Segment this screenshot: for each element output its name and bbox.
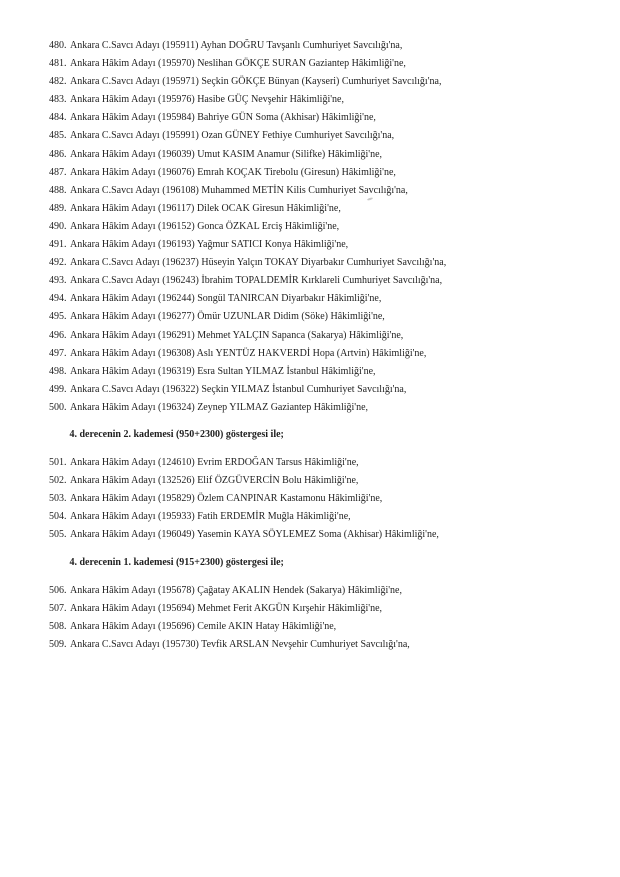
entry-number: 492. (49, 257, 67, 269)
entry-text: Ankara Hâkim Adayı (196193) Yağmur SATICI Konya Hâkimliği'ne, (70, 239, 349, 251)
entry-number: 488. (49, 184, 67, 196)
entry-text: Ankara C.Savcı Adayı (196108) Muhammed METİN Kilis Cumhuriyet Savcılığı'na, (70, 184, 408, 196)
entry-number: 497. (49, 347, 67, 359)
entry-text: Ankara Hâkim Adayı (195933) Fatih ERDEMİR Muğla Hâkimliği'ne, (70, 511, 351, 523)
list-item (49, 454, 590, 472)
entry-number: 483. (49, 94, 67, 106)
list-item (49, 399, 590, 417)
entry-text: Ankara Hâkim Adayı (196049) Yasemin KAYA SÖYLEMEZ Soma (Akhisar) Hâkimliği'ne, (70, 529, 439, 541)
entry-number: 499. (49, 383, 67, 395)
entry-text: Ankara Hâkim Adayı (195678) Çağatay AKALIN Hendek (Sakarya) Hâkimliği'ne, (70, 584, 402, 596)
entry-number: 481. (49, 58, 67, 70)
entry-text: Ankara Hâkim Adayı (196039) Umut KASIM Anamur (Silifke) Hâkimliği'ne, (70, 148, 383, 160)
list-item (49, 164, 590, 182)
list-item (49, 636, 590, 654)
entry-number: 507. (49, 602, 67, 614)
list-item (49, 490, 590, 508)
entry-number: 493. (49, 275, 67, 287)
list-item (49, 508, 590, 526)
list-item (49, 381, 590, 399)
list-item (49, 272, 590, 290)
list-item (49, 127, 590, 145)
section-header: 4. derecenin 1. kademesi (915+2300) göstergesi ile; (69, 557, 284, 569)
entry-text: Ankara Hâkim Adayı (195829) Özlem CANPINAR Kastamonu Hâkimliği'ne, (70, 493, 383, 505)
entry-number: 491. (49, 239, 67, 251)
entry-text: Ankara C.Savcı Adayı (195911) Ayhan DOĞRU Tavşanlı Cumhuriyet Savcılığı'na, (70, 40, 403, 51)
list-item (49, 200, 590, 218)
list-item (49, 618, 590, 636)
entry-number: 505. (49, 529, 67, 541)
list-item (49, 254, 590, 272)
entry-text: Ankara Hâkim Adayı (195976) Hasibe GÜÇ Nevşehir Hâkimliği'ne, (70, 94, 344, 106)
entry-number: 484. (49, 112, 67, 124)
list-item (49, 146, 590, 164)
entry-number: 508. (49, 620, 67, 632)
entry-number: 501. (49, 457, 67, 469)
entry-text: Ankara C.Savcı Adayı (195991) Ozan GÜNEY Fethiye Cumhuriyet Savcılığı'na, (70, 130, 395, 142)
entry-text: Ankara C.Savcı Adayı (196237) Hüseyin Yalçın TOKAY Diyarbakır Cumhuriyet Savcılığı'na, (70, 257, 447, 269)
list-item (49, 345, 590, 363)
entry-number: 480. (49, 40, 67, 51)
entry-text: Ankara C.Savcı Adayı (196322) Seçkin YILMAZ İstanbul Cumhuriyet Savcılığı'na, (70, 383, 407, 395)
entry-number: 494. (49, 293, 67, 305)
entry-text: Ankara Hâkim Adayı (196291) Mehmet YALÇIN Sapanca (Sakarya) Hâkimliği'ne, (70, 329, 404, 341)
entry-text: Ankara Hâkim Adayı (196308) Aslı YENTÜZ HAKVERDİ Hopa (Artvin) Hâkimliği'ne, (70, 347, 427, 359)
list-item (49, 290, 590, 308)
entry-text: Ankara Hâkim Adayı (196117) Dilek OCAK Giresun Hâkimliği'ne, (70, 202, 341, 214)
entry-text: Ankara Hâkim Adayı (196324) Zeynep YILMAZ Gaziantep Hâkimliği'ne, (70, 401, 369, 413)
list-item (49, 600, 590, 618)
list-item (49, 363, 590, 381)
entry-number: 487. (49, 166, 67, 178)
entry-number: 498. (49, 365, 67, 377)
entry-number: 485. (49, 130, 67, 142)
list-item (49, 37, 590, 55)
list-item (49, 55, 590, 73)
entry-number: 496. (49, 329, 67, 341)
list-item (49, 327, 590, 345)
list-item (49, 73, 590, 91)
entry-text: Ankara Hâkim Adayı (132526) Elif ÖZGÜVERCİN Bolu Hâkimliği'ne, (70, 475, 359, 487)
entry-number: 509. (49, 638, 67, 650)
list-item (49, 472, 590, 490)
entry-number: 495. (49, 311, 67, 323)
list-item (49, 582, 590, 600)
list-item (49, 236, 590, 254)
entry-text: Ankara Hâkim Adayı (195696) Cemile AKIN Hatay Hâkimliği'ne, (70, 620, 337, 632)
entry-text: Ankara Hâkim Adayı (196076) Emrah KOÇAK Tirebolu (Giresun) Hâkimliği'ne, (70, 166, 396, 178)
entry-number: 504. (49, 511, 67, 523)
entry-text: Ankara Hâkim Adayı (195694) Mehmet Ferit AKGÜN Kırşehir Hâkimliği'ne, (70, 602, 383, 614)
section-header: 4. derecenin 2. kademesi (950+2300) göstergesi ile; (69, 429, 284, 441)
entry-text: Ankara Hâkim Adayı (196277) Ömür UZUNLAR Didim (Söke) Hâkimliği'ne, (70, 311, 385, 323)
list-item (49, 91, 590, 109)
entry-text: Ankara Hâkim Adayı (195970) Neslihan GÖKÇE SURAN Gaziantep Hâkimliği'ne, (70, 58, 406, 70)
entry-text: Ankara Hâkim Adayı (196152) Gonca ÖZKAL Erciş Hâkimliği'ne, (70, 220, 340, 232)
list-item (49, 218, 590, 236)
appointment-list (49, 37, 590, 654)
entry-text: Ankara Hâkim Adayı (124610) Evrim ERDOĞAN Tarsus Hâkimliği'ne, (70, 457, 359, 469)
entry-number: 506. (49, 584, 67, 596)
entry-number: 482. (49, 76, 67, 88)
entry-text: Ankara C.Savcı Adayı (195730) Tevfik ARSLAN Nevşehir Cumhuriyet Savcılığı'na, (70, 638, 410, 650)
entry-number: 500. (49, 401, 67, 413)
entry-number: 503. (49, 493, 67, 505)
entry-text: Ankara Hâkim Adayı (196244) Songül TANIRCAN Diyarbakır Hâkimliği'ne, (70, 293, 382, 305)
list-item (49, 308, 590, 326)
entry-number: 489. (49, 202, 67, 214)
list-item (49, 182, 590, 200)
entry-text: Ankara Hâkim Adayı (195984) Bahriye GÜN Soma (Akhisar) Hâkimliği'ne, (70, 112, 376, 124)
entry-text: Ankara Hâkim Adayı (196319) Esra Sultan YILMAZ İstanbul Hâkimliği'ne, (70, 365, 376, 377)
list-item (49, 526, 590, 544)
entry-number: 486. (49, 148, 67, 160)
entry-number: 490. (49, 220, 67, 232)
entry-text: Ankara C.Savcı Adayı (195971) Seçkin GÖKÇE Bünyan (Kayseri) Cumhuriyet Savcılığı'na, (70, 76, 442, 88)
list-item (49, 109, 590, 127)
entry-text: Ankara C.Savcı Adayı (196243) İbrahim TOPALDEMİR Kırklareli Cumhuriyet Savcılığı'na, (70, 275, 443, 287)
entry-number: 502. (49, 475, 67, 487)
